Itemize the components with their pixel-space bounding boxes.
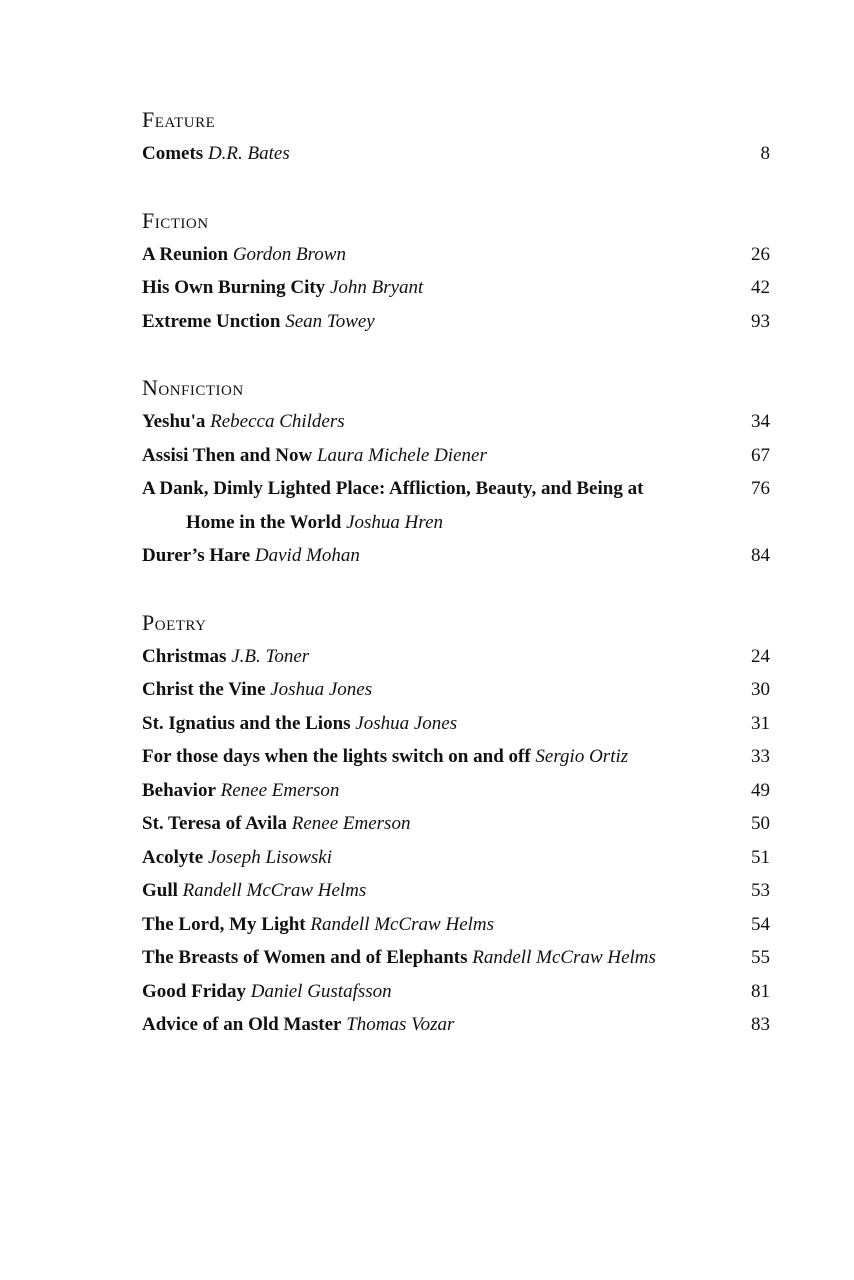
entry-title-continued: Home in the World — [186, 511, 342, 533]
section-heading: Poetry — [142, 609, 207, 635]
section-heading: Fiction — [142, 207, 209, 233]
entry-text — [142, 305, 730, 339]
toc-entry[interactable] — [142, 941, 772, 975]
page-number: 26 — [751, 243, 770, 265]
entry-title: Good Friday — [142, 980, 246, 1002]
entry-author: Joshua Jones — [270, 679, 373, 700]
entry-title: Acolyte — [142, 846, 204, 868]
entry-text — [142, 137, 730, 171]
entry-text — [142, 439, 730, 473]
toc-entry[interactable] — [142, 874, 772, 908]
page-number: 51 — [751, 846, 770, 868]
toc-entry[interactable] — [142, 908, 772, 942]
entry-text — [142, 874, 730, 908]
page-number: 83 — [751, 1014, 770, 1035]
entry-title: Extreme Unction — [142, 310, 281, 332]
toc-entry[interactable] — [142, 539, 772, 573]
entry-author: Renee Emerson — [220, 779, 340, 801]
entry-text — [142, 1008, 730, 1042]
entry-author: Sergio Ortiz — [535, 746, 629, 767]
page-number: 84 — [751, 545, 770, 566]
entry-author: John Bryant — [329, 277, 424, 298]
entry-author: Daniel Gustafsson — [250, 980, 392, 1002]
entry-text — [142, 640, 730, 674]
entry-author: Gordon Brown — [232, 243, 346, 265]
section-nonfiction — [142, 372, 772, 573]
entry-title: The Lord, My Light — [142, 913, 306, 935]
entry-title: Yeshu'a — [142, 411, 206, 432]
entry-title: Christmas — [142, 645, 227, 667]
entry-title: Durer’s Hare — [142, 545, 251, 566]
page-number: 67 — [751, 444, 770, 466]
entry-text — [142, 807, 730, 841]
entry-author: Renee Emerson — [291, 813, 411, 834]
toc-entry[interactable] — [142, 640, 772, 674]
entry-text — [142, 271, 730, 305]
entry-text — [142, 841, 730, 875]
toc-entry[interactable] — [142, 137, 772, 171]
toc-entry[interactable] — [142, 405, 772, 439]
entry-text — [142, 707, 730, 741]
toc-entry[interactable] — [142, 271, 772, 305]
entry-text — [142, 740, 730, 774]
toc-entry[interactable] — [142, 807, 772, 841]
page-number: 50 — [751, 813, 770, 834]
entry-text — [142, 673, 730, 707]
entry-text — [142, 941, 730, 975]
entry-author: Randell McCraw Helms — [310, 913, 495, 935]
page-number: 24 — [751, 645, 770, 667]
section-heading: Nonfiction — [142, 375, 244, 400]
entry-title: Assisi Then and Now — [142, 444, 313, 466]
toc-entry[interactable] — [142, 673, 772, 707]
page-number: 34 — [751, 411, 770, 432]
entry-text — [142, 405, 730, 439]
entry-title: Behavior — [142, 779, 216, 801]
entry-author: Randell McCraw Helms — [182, 880, 367, 901]
toc-entry[interactable] — [142, 472, 772, 539]
entry-text — [142, 975, 730, 1009]
page-number: 30 — [751, 679, 770, 700]
page-number: 42 — [751, 277, 770, 298]
entry-title: Comets — [142, 143, 204, 164]
entry-title: St. Ignatius and the Lions — [142, 712, 351, 734]
entry-title: Advice of an Old Master — [142, 1014, 342, 1035]
toc-entry[interactable] — [142, 774, 772, 808]
entry-author: Joshua Jones — [355, 712, 458, 734]
toc-entry[interactable] — [142, 439, 772, 473]
entry-continuation — [142, 506, 670, 540]
page-number: 8 — [760, 143, 770, 164]
section-poetry — [142, 607, 772, 1042]
section-feature — [142, 104, 772, 171]
entry-author: Joseph Lisowski — [207, 846, 332, 868]
page-number: 81 — [751, 980, 770, 1002]
entry-title: Gull — [142, 880, 178, 901]
entry-text — [142, 238, 730, 272]
entry-author: Laura Michele Diener — [316, 444, 487, 466]
page-number: 49 — [751, 779, 770, 801]
page-number: 93 — [751, 310, 770, 332]
page-number: 33 — [751, 746, 770, 767]
toc-entry[interactable] — [142, 1008, 772, 1042]
entry-author: Randell McCraw Helms — [472, 947, 656, 968]
entry-title: A Dank, Dimly Lighted Place: Affliction, Beauty, and Being at — [142, 478, 644, 499]
page-number: 31 — [751, 712, 770, 734]
section-heading: Feature — [142, 107, 216, 132]
section-fiction — [142, 205, 772, 339]
entry-text — [142, 774, 730, 808]
entry-title: For those days when the lights switch on and off — [142, 746, 531, 767]
toc-entry[interactable] — [142, 740, 772, 774]
entry-text — [142, 908, 730, 942]
entry-title: St. Teresa of Avila — [142, 813, 287, 834]
entry-title: The Breasts of Women and of Elephants — [142, 947, 468, 968]
entry-author: J.B. Toner — [231, 645, 310, 667]
toc-entry[interactable] — [142, 305, 772, 339]
entry-text — [142, 539, 730, 573]
entry-text — [142, 472, 730, 539]
entry-title: His Own Burning City — [142, 277, 326, 298]
entry-author: Joshua Hren — [346, 511, 444, 533]
page-number: 53 — [751, 880, 770, 901]
page-number: 54 — [751, 913, 770, 935]
page-number: 55 — [751, 947, 770, 968]
toc-entry[interactable] — [142, 975, 772, 1009]
entry-author: David Mohan — [254, 545, 360, 566]
entry-author: Sean Towey — [285, 310, 375, 332]
entry-author: Thomas Vozar — [346, 1014, 455, 1035]
entry-title: Christ the Vine — [142, 679, 266, 700]
entry-author: Rebecca Childers — [210, 411, 345, 432]
entry-author: D.R. Bates — [207, 143, 290, 164]
toc-entry[interactable] — [142, 707, 772, 741]
page-number: 76 — [751, 478, 770, 499]
toc-entry[interactable] — [142, 238, 772, 272]
toc-entry[interactable] — [142, 841, 772, 875]
table-of-contents — [142, 104, 772, 1042]
entry-title: A Reunion — [142, 243, 229, 265]
